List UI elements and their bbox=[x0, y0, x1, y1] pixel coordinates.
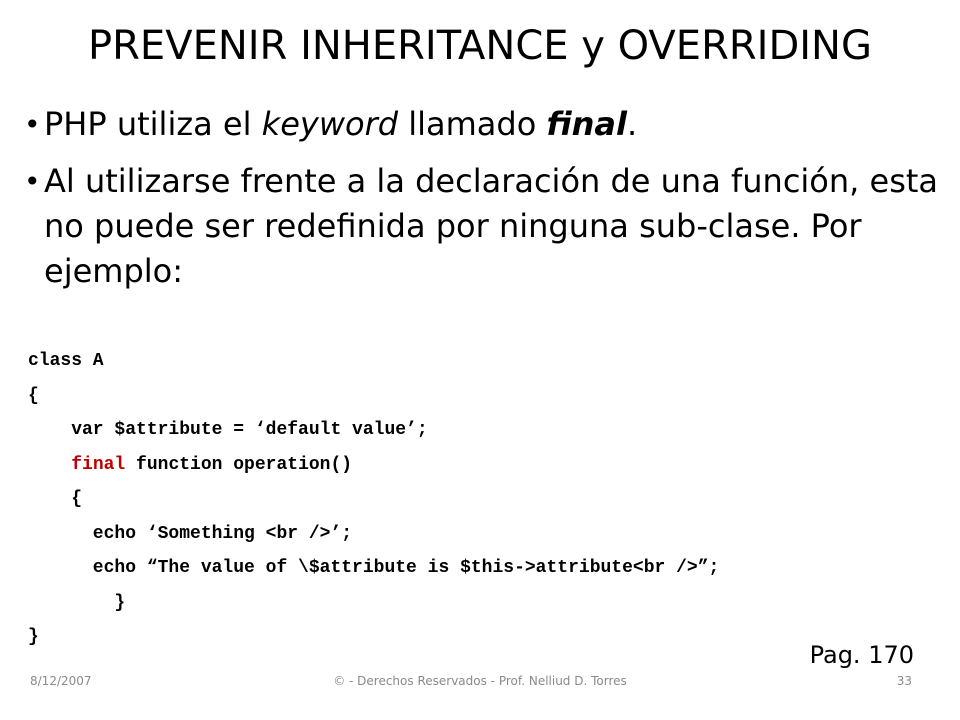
code-block bbox=[28, 344, 948, 655]
code-line: { bbox=[28, 489, 83, 509]
bullet-text-part: . bbox=[626, 105, 638, 143]
bullet-item-final-keyword bbox=[24, 102, 944, 147]
code-line: echo “The value of \$attribute is $this->attribute<br />”; bbox=[28, 558, 720, 578]
code-line: { bbox=[28, 385, 39, 406]
code-line: } bbox=[28, 627, 39, 647]
bullet-item-final-description bbox=[24, 159, 944, 294]
code-text: function operation() bbox=[125, 454, 353, 475]
bullet-text-italic: keyword bbox=[261, 105, 399, 143]
bullet-list bbox=[24, 102, 944, 306]
bullet-text-bold-italic: final bbox=[546, 105, 627, 143]
bullet-text: Al utilizarse frente a la declaración de una función, esta no puede ser redefinida por ninguna sub-clase. Por ejemplo: bbox=[44, 162, 939, 290]
bullet-dot-icon: • bbox=[24, 108, 41, 141]
code-indent bbox=[28, 455, 71, 475]
footer-date: 8/12/2007 bbox=[30, 674, 92, 688]
code-line: class A bbox=[28, 351, 104, 371]
footer-slide-number: 33 bbox=[896, 674, 912, 688]
slide-title: PREVENIR INHERITANCE y OVERRIDING bbox=[88, 23, 872, 69]
bullet-dot-icon: • bbox=[24, 165, 41, 198]
bullet-text-part: PHP utiliza el bbox=[44, 105, 262, 143]
footer-copyright: © - Derechos Reservados - Prof. Nelliud D. Torres bbox=[333, 674, 627, 688]
code-line: } bbox=[28, 592, 126, 613]
code-keyword-final: final bbox=[71, 454, 126, 475]
code-line: echo ‘Something <br />’; bbox=[28, 523, 353, 544]
bullet-text-part: llamado bbox=[398, 105, 547, 143]
page-reference: Pag. 170 bbox=[809, 641, 914, 669]
code-line bbox=[28, 448, 948, 483]
code-line: var $attribute = ‘default value’; bbox=[28, 420, 428, 440]
